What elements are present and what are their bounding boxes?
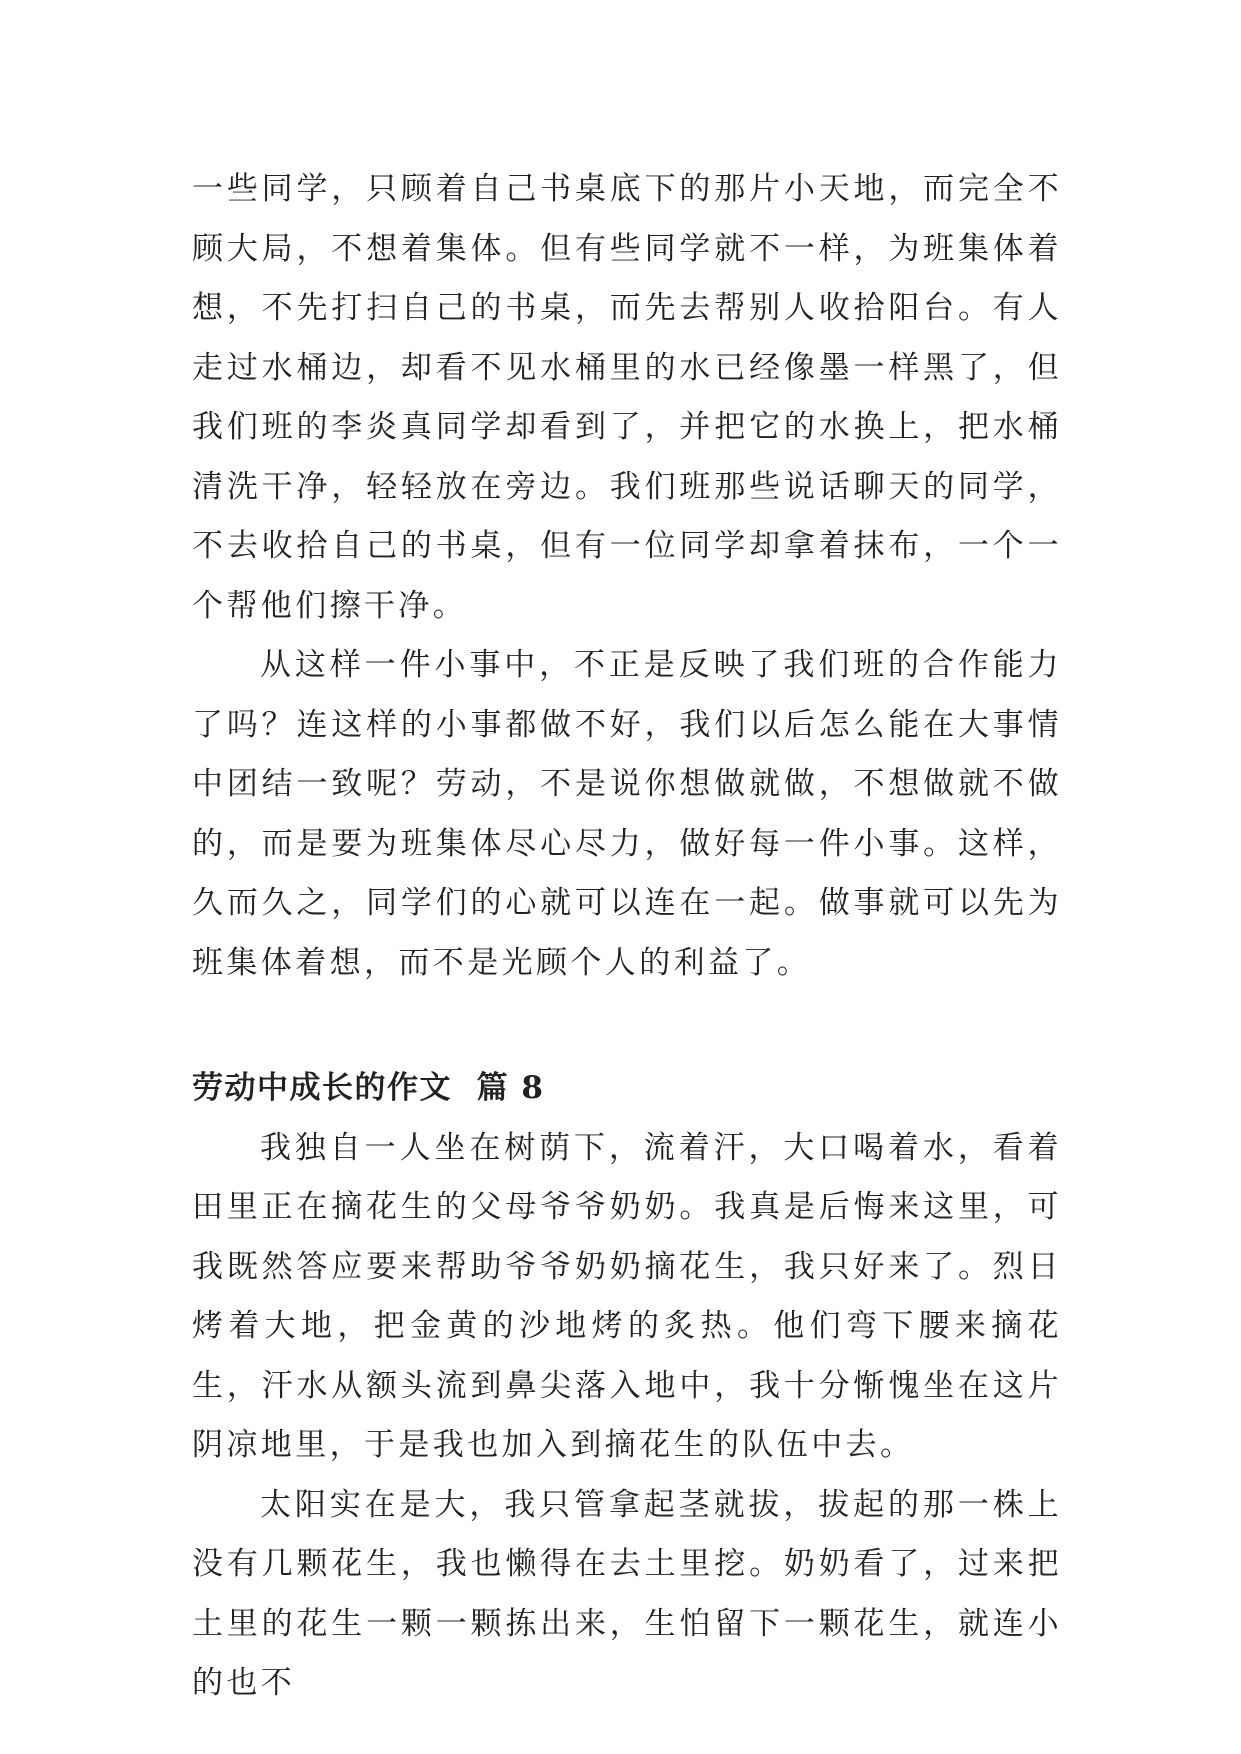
paragraph-continued: 一些同学，只顾着自己书桌底下的那片小天地，而完全不顾大局，不想着集体。但有些同学就不一样，为班集体着想，不先打扫自己的书桌，而先去帮别人收拾阳台。有人走过水桶边，却看不见水桶里的水已经像墨一样黑了，但我们班的李炎真同学却看到了，并把它的水换上，把水桶清洗干净，轻轻放在旁边。我们班那些说话聊天的同学，不去收拾自己的书桌，但有一位同学却拿着抹布，一个一个帮他们擦干净。: [192, 171, 1062, 624]
paragraph-reflection: 从这样一件小事中，不正是反映了我们班的合作能力了吗？连这样的小事都做不好，我们以后怎么能在大事情中团结一致呢？劳动，不是说你想做就做，不想做就不做的，而是要为班集体尽心尽力，做好每一件小事。这样，久而久之，同学们的心就可以连在一起。做事就可以先为班集体着想，而不是光顾个人的利益了。: [192, 647, 1062, 981]
essay-heading: 劳动中成长的作文 篇 8: [192, 1070, 545, 1106]
paragraph-peanut-field: 我独自一人坐在树荫下，流着汗，大口喝着水，看着田里正在摘花生的父母爷爷奶奶。我真是后悔来这里，可我既然答应要来帮助爷爷奶奶摘花生，我只好来了。烈日烤着大地，把金黄的沙地烤的炙热。他们弯下腰来摘花生，汗水从额头流到鼻尖落入地中，我十分惭愧坐在这片阴凉地里，于是我也加入到摘花生的队伍中去。: [192, 1129, 1062, 1463]
document-page: [192, 160, 1062, 1714]
paragraph-pulling-peanuts: 太阳实在是大，我只管拿起茎就拔，拔起的那一株上没有几颗花生，我也懒得在去土里挖。奶奶看了，过来把土里的花生一颗一颗拣出来，生怕留下一颗花生，就连小的也不: [192, 1486, 1062, 1701]
